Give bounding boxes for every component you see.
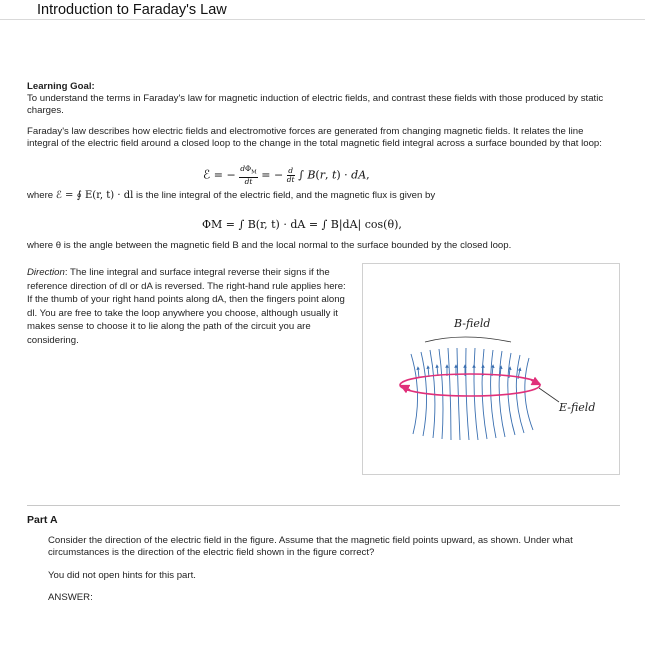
emf-definition-line xyxy=(27,190,435,202)
e-field-label: E-field xyxy=(559,401,596,414)
emf-where-prefix: where xyxy=(27,190,54,201)
header-divider xyxy=(0,19,645,20)
direction-paragraph xyxy=(27,266,353,348)
learning-goal-text: To understand the terms in Faraday's law for magnetic induction of electric fields, and contrast these fields with those produced by static charges. xyxy=(27,93,604,117)
theta-definition: where θ is the angle between the magnetic field B and the local normal to the surface bounded by the closed loop. xyxy=(27,240,512,251)
emf-integral: ℰ = ∮ E(r, t) · dl xyxy=(55,190,134,201)
field-diagram xyxy=(363,264,619,474)
direction-text: : The line integral and surface integral reverse their signs if the reference direction of dl or dA is reversed. The right-hand rule applies here: If the thumb of your right hand points along dA, then the fingers point along dl. You are free to take the loop anywhere you choose, although usually it makes sense to choose it to lie along the path of the circuit you are considering. xyxy=(27,267,346,346)
part-a-heading: Part A xyxy=(27,514,58,526)
hint-status[interactable]: You did not open hints for this part. xyxy=(48,570,196,581)
answer-label: ANSWER: xyxy=(48,592,93,603)
emf-where-suffix: is the line integral of the electric field, and the magnetic flux is given by xyxy=(135,190,436,201)
e-field-pointer xyxy=(539,388,559,402)
intro-paragraph: Faraday's law describes how electric fields and electromotive forces are generated from changing magnetic fields. It relates the line integral of the electric field around a closed loop to the change in the total magnetic field integral across a surface bounded by that loop: xyxy=(27,126,602,150)
learning-goal-heading: Learning Goal: xyxy=(27,81,95,92)
b-field-label: B-field xyxy=(454,317,491,330)
flux-equation: ΦM = ∫ B(r, t) · dA = ∫ B|dA| cos(θ), xyxy=(202,218,402,231)
b-field-bracket xyxy=(425,337,511,342)
part-a-divider xyxy=(27,505,620,506)
e-field-loop xyxy=(400,374,540,396)
faraday-equation: ℰ = − $d\Phi_M$ dt = − $\frac{d}{dt}$ ∫ B(r, t) · dA, xyxy=(203,164,370,186)
part-a-question: Consider the direction of the electric field in the figure. Assume that the magnetic field points upward, as shown. Under what circumstances is the direction of the electric field shown in the figure correct? xyxy=(48,535,573,559)
faraday-figure xyxy=(362,263,620,475)
page-title: Introduction to Faraday's Law xyxy=(37,2,227,18)
direction-label: Direction xyxy=(27,267,65,278)
